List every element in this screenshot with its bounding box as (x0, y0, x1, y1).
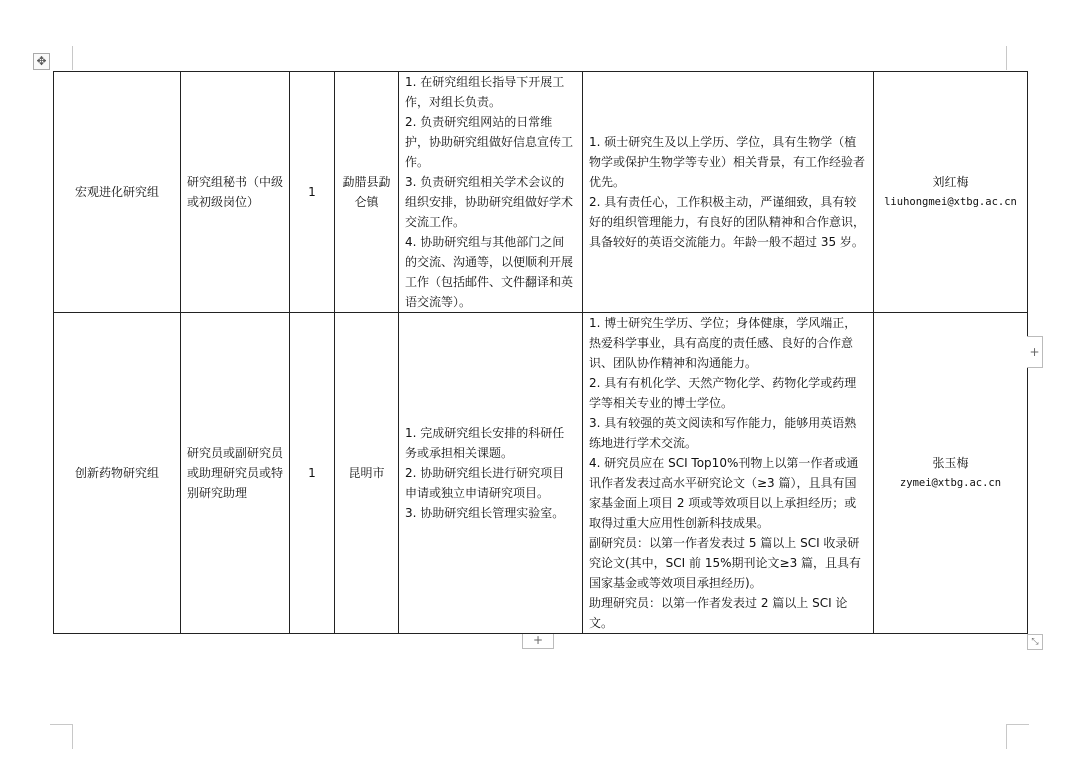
duties-cell (399, 313, 583, 634)
duty-item: 1. 完成研究组长安排的科研任务或承担相关课题。 (405, 426, 565, 460)
contact-email: zymei@xtbg.ac.cn (899, 477, 1002, 489)
table-row (54, 313, 1028, 634)
group-cell: 创新药物研究组 (54, 313, 181, 634)
crop-mark-top-left (72, 46, 73, 70)
requirement-item: 1. 硕士研究生及以上学历、学位，具有生物学（植物学或保护生物学等专业）相关背景，有工作经验者优先。 (589, 135, 866, 189)
duty-item: 4. 协助研究组与其他部门之间的交流、沟通等，以便顺利开展工作（包括邮件、文件翻译和英语交流等）。 (405, 235, 574, 309)
location-cell: 昆明市 (335, 313, 399, 634)
position-cell: 研究员或副研究员或助理研究员或特别研究助理 (181, 313, 290, 634)
move-icon: ✥ (36, 54, 47, 68)
requirement-item: 助理研究员：以第一作者发表过 2 篇以上 SCI 论文。 (589, 596, 848, 630)
duty-item: 2. 协助研究组长进行研究项目申请或独立申请研究项目。 (405, 466, 565, 500)
contact-name: 张玉梅 (932, 456, 969, 470)
requirement-item: 副研究员：以第一作者发表过 5 篇以上 SCI 收录研究论文(其中，SCI 前 15%期刊论文≥3 篇，且具有国家基金或等效项目承担经历)。 (589, 536, 862, 590)
resize-icon: ⤡ (1031, 637, 1039, 647)
crop-mark-bottom-left (50, 724, 73, 749)
requirement-item: 3. 具有较强的英文阅读和写作能力，能够用英语熟练地进行学术交流。 (589, 416, 857, 450)
duty-item: 3. 负责研究组相关学术会议的组织安排，协助研究组做好学术交流工作。 (405, 175, 574, 229)
count-cell: 1 (290, 313, 335, 634)
requirement-item: 1. 博士研究生学历、学位；身体健康，学风端正，热爱科学事业，具有高度的责任感、良好的合作意识、团队协作精神和沟通能力。 (589, 316, 857, 370)
duty-item: 2. 负责研究组网站的日常维护，协助研究组做好信息宣传工作。 (405, 115, 574, 169)
group-cell: 宏观进化研究组 (54, 72, 181, 313)
table-resize-handle[interactable] (1027, 634, 1043, 650)
contact-cell (874, 72, 1028, 313)
position-cell: 研究组秘书（中级或初级岗位） (181, 72, 290, 313)
recruitment-table (53, 71, 1028, 634)
contact-name: 刘红梅 (932, 175, 969, 189)
requirement-item: 2. 具有责任心，工作积极主动，严谨细致，具有较好的组织管理能力，有良好的团队精神和合作意识，具备较好的英语交流能力。年龄一般不超过 35 岁。 (589, 195, 866, 249)
requirements-cell (583, 313, 874, 634)
table-move-handle[interactable] (33, 53, 50, 70)
contact-cell (874, 313, 1028, 634)
plus-icon: + (532, 633, 544, 647)
requirement-item: 4. 研究员应在 SCI Top10%刊物上以第一作者或通讯作者发表过高水平研究论文（≥3 篇），且具有国家基金面上项目 2 项或等效项目以上承担经历；或取得过重大应用性创新科技成果。 (589, 456, 859, 530)
table-row (54, 72, 1028, 313)
duty-item: 1. 在研究组组长指导下开展工作，对组长负责。 (405, 75, 565, 109)
requirement-item: 2. 具有有机化学、天然产物化学、药物化学或药理学等相关专业的博士学位。 (589, 376, 857, 410)
add-row-button[interactable] (522, 634, 554, 649)
crop-mark-bottom-right (1006, 724, 1029, 749)
crop-mark-top-right (1006, 46, 1007, 70)
requirements-cell (583, 72, 874, 313)
add-column-button[interactable] (1027, 336, 1043, 368)
plus-icon: + (1029, 345, 1040, 359)
count-cell: 1 (290, 72, 335, 313)
contact-email: liuhongmei@xtbg.ac.cn (884, 196, 1017, 208)
duties-cell (399, 72, 583, 313)
location-cell: 勐腊县勐仑镇 (335, 72, 399, 313)
duty-item: 3. 协助研究组长管理实验室。 (405, 506, 565, 520)
